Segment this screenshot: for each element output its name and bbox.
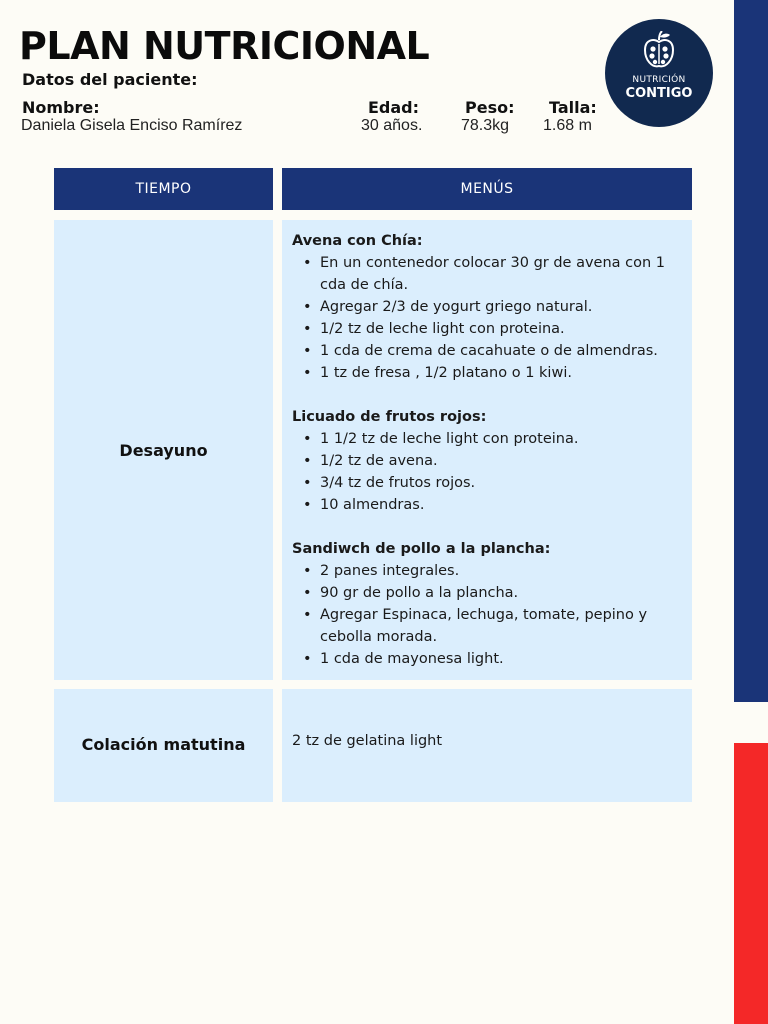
recipe-title: Licuado de frutos rojos: [292,409,487,425]
patient-weight: 78.3kg [461,117,510,134]
page-title: PLAN NUTRICIONAL [19,24,430,68]
list-item: • 1 cda de crema de cacahuate o de almendras. [320,340,682,362]
weight-label: Peso: [465,98,515,117]
patient-data-heading: Datos del paciente: [22,70,198,89]
meal-time-label: Colación matutina [81,735,246,754]
ingredient-list [292,252,682,384]
menu-desayuno [292,230,682,670]
list-item: • Agregar 2/3 de yogurt griego natural. [320,296,682,318]
age-label: Edad: [368,98,420,117]
nutricion-contigo-logo [605,19,713,127]
list-item: • 1/2 tz de leche light con proteina. [320,318,682,340]
list-item: • Agregar Espinaca, lechuga, tomate, pepino y cebolla morada. [320,604,682,648]
list-item: • 10 almendras. [320,494,682,516]
ingredient-list [292,560,682,670]
patient-age: 30 años. [361,117,423,134]
list-item: • 1 cda de mayonesa light. [320,648,682,670]
logo-text-bottom: CONTIGO [625,86,693,101]
red-side-stripe [734,743,768,1024]
list-item: • 1 1/2 tz de leche light con proteina. [320,428,682,450]
list-item: • 1/2 tz de avena. [320,450,682,472]
time-cell-colacion [54,689,273,802]
height-label: Talla: [549,98,597,117]
menu-colacion: 2 tz de gelatina light [292,733,443,749]
list-item: • 1 tz de fresa , 1/2 platano o 1 kiwi. [320,362,682,384]
list-item: • 2 panes integrales. [320,560,682,582]
blue-side-stripe [734,0,768,702]
patient-height: 1.68 m [543,117,592,134]
list-item: • En un contenedor colocar 30 gr de avena con 1 cda de chía. [320,252,682,296]
patient-name: Daniela Gisela Enciso Ramírez [21,117,243,134]
meal-time-label: Desayuno [119,441,208,460]
list-item: • 3/4 tz de frutos rojos. [320,472,682,494]
recipe-title: Avena con Chía: [292,233,423,249]
table-header-tiempo: TIEMPO [54,168,273,210]
recipe-title: Sandiwch de pollo a la plancha: [292,541,551,557]
table-header-menus: MENÚS [282,168,692,210]
ingredient-list [292,428,682,516]
name-label: Nombre: [22,98,100,117]
logo-text-top: NUTRICIÓN [632,75,686,85]
apple-icon [643,31,675,69]
list-item: • 90 gr de pollo a la plancha. [320,582,682,604]
time-cell-desayuno [54,220,273,680]
